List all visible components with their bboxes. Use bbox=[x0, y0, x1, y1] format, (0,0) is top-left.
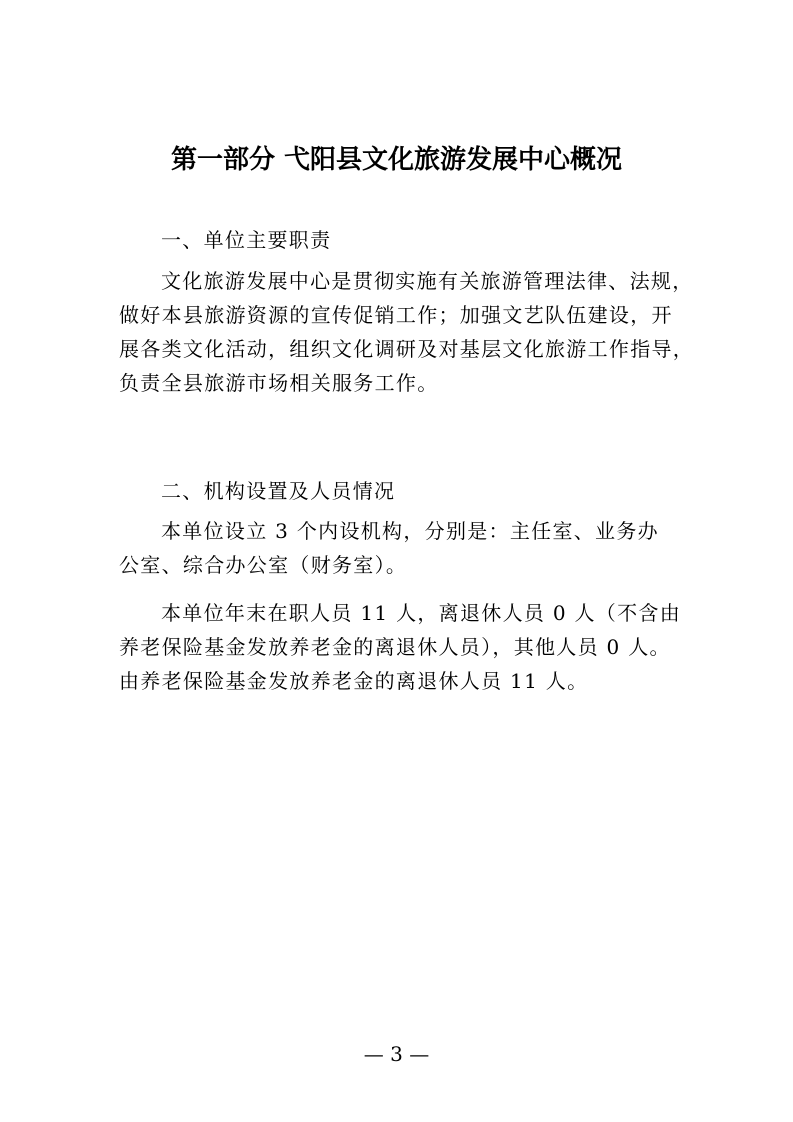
section2-p2-line: 由养老保险基金发放养老金的离退休人员 11 人。 bbox=[119, 669, 589, 693]
section1-line: 负责全县旅游市场相关服务工作。 bbox=[119, 371, 439, 395]
section2-p2-line: 本单位年末在职人员 11 人，离退休人员 0 人（不含由 bbox=[161, 601, 682, 625]
section2-heading: 二、机构设置及人员情况 bbox=[161, 479, 396, 503]
section1-heading: 一、单位主要职责 bbox=[161, 228, 332, 252]
section1-line: 展各类文化活动，组织文化调研及对基层文化旅游工作指导， bbox=[119, 337, 695, 361]
page-title: 第一部分 弋阳县文化旅游发展中心概况 bbox=[170, 145, 623, 175]
section1-line: 文化旅游发展中心是贯彻实施有关旅游管理法律、法规， bbox=[161, 269, 694, 293]
section2-p1-line: 公室、综合办公室（财务室）。 bbox=[119, 553, 408, 577]
section2-paragraph-2 bbox=[119, 596, 689, 698]
section1-paragraph bbox=[119, 264, 695, 400]
page-number: — 3 — bbox=[363, 1042, 430, 1066]
section1-line: 做好本县旅游资源的宣传促销工作；加强文艺队伍建设，开 bbox=[119, 303, 673, 327]
section2-p1-line: 本单位设立 3 个内设机构，分别是：主任室、业务办 bbox=[161, 519, 659, 543]
section2-paragraph-1 bbox=[119, 514, 689, 582]
section2-p2-line: 养老保险基金发放养老金的离退休人员），其他人员 0 人。 bbox=[119, 635, 671, 659]
